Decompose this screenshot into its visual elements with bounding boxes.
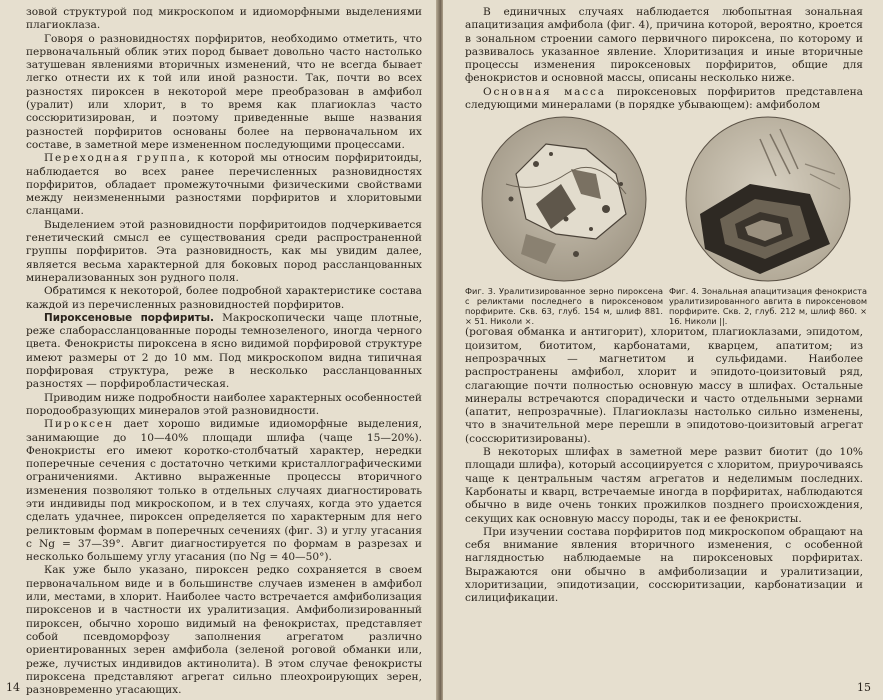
paragraph: В единичных случаях наблюдается любопытная зональная апацитизация амфибола (фиг. 4), причина которой, вероятно, кроется в зональном строении самого первичного пироксена, по которому и развивалось указанное явление. Хлоритизация и иные вторичные процессы изменения пироксеновых порфиритов, общие для фенокристов и основной массы, описаны несколько ниже.: [465, 6, 863, 85]
page-number: 15: [857, 681, 871, 694]
paragraph: [26, 152, 422, 218]
paragraph: [26, 312, 422, 392]
paragraph: Выделением этой разновидности порфиритоидов подчеркивается генетический смысл ее существования среди распространенной группы порфиритов. Эта разновидность, как мы увидим далее, является весьма характерной для боковых пород рассланцованных минерализованных зон рудного поля.: [26, 218, 422, 284]
paragraph-text: дает хорошо видимые идиоморфные выделения, занимающие до 10—40% площади шлифа (чаще 15—20%). Фенокристы его имеют коротко-столбчатый характер, нередки поперечные сечения с достаточно четкими кристаллографическими ограничениями. Активно выраженные процессы вторичного изменения позволяют только в отдельных случаях диагностировать эти индивиды под микроскопом, и в тех случаях, когда это удается сделать удачнее, пироксен определяется по характерным для него реликтовым формам в поперечных сечениях (фиг. 3) и углу угасания с Ng = 37—39°. Авгит диагностируется по формам в разрезах и несколько большему углу угасания (по Ng = 40—50°).: [26, 418, 422, 564]
micrograph-image: [476, 114, 652, 284]
right-page: [443, 0, 883, 700]
page-number: 14: [6, 681, 20, 694]
paragraph: Говоря о разновидностях порфиритов, необходимо отметить, что первоначальный облик этих пород бывает довольно часто настолько затушеван явлениями вторичных изменений, что не всегда бывает легко отнести их к той или иной разности. Так, почти во всех разностях пироксен в некоторой мере преобразован в амфибол (уралит) или хлорит, в то время как плагиоклаз часто соссюритизирован, и поэтому приведенные выше названия разностей порфиритов основаны более на первоначальном их составе, в заметной мере измененном последующими процессами.: [26, 32, 422, 151]
paragraph-text: к которой мы относим порфиритоиды, наблюдается во всех ранее перечисленных разновидностях порфиритов, обладает промежуточными физическими свойствами между неизмененными разностями порфиритов и хлоритовыми сланцами.: [26, 152, 422, 218]
paragraph: Как уже было указано, пироксен редко сохраняется в своем первоначальном виде и в большинстве случаев изменен в амфибол или, местами, в хлорит. Наиболее часто встречается амфиболизация пироксенов и в частности их уралитизация. Амфиболизированный пироксен, обычно хорошо видимый на фенокристах, представляет собой псевдоморфозу заполнения агрегатом различно ориентированных зерен амфибола (зеленой роговой обманки или, реже, лучистых индивидов актинолита). В этом случае фенокристы пироксена представляют агрегат сильно плеохроирующих зерен, разновременно угасающих.: [26, 564, 422, 697]
figure-3: [465, 114, 663, 326]
paragraph: (роговая обманка и антигорит), хлоритом, плагиоклазами, эпидотом, цоизитом, биотитом, карбонатами, кварцем, апатитом; из непрозрачных — магнетитом и сульфидами. Наиболее распространены амфибол, хлорит и эпидото-цоизитовый ряд, слагающие почти полностью основную массу в шлифах. Остальные минералы встречаются спорадически и часто отдельными зернами (апатит, непрозрачные). Плагиоклазы настолько сильно изменены, что в значительной мере перешли в эпидотово-цоизитовый агрегат (соссюритизированы).: [465, 326, 863, 445]
section-heading: Пироксеновые порфириты.: [44, 311, 214, 324]
paragraph: При изучении состава порфиритов под микроскопом обращают на себя внимание явления вторичного изменения, с особенной наглядностью наблюдаемые на пироксеновых порфиритах. Выражаются они обычно в амфиболизации и уралитизации, хлоритизации, эпидотизации, соссюритизации, карбонатизации и силицификации.: [465, 525, 863, 605]
left-page: [0, 0, 440, 700]
paragraph: [26, 418, 422, 564]
paragraph: [465, 86, 863, 113]
figure-caption: Фиг. 4. Зональная апацитизация фенокриста уралитизированного авгита в пироксеновом порфирите. Скв. 2, глуб. 212 м, шлиф 860. × 16. Николи ||.: [669, 286, 867, 327]
paragraph: зовой структурой под микроскопом и идиоморфными выделениями плагиоклаза.: [26, 6, 422, 32]
spaced-term: Основная масса: [483, 85, 606, 98]
spaced-term: Переходная группа,: [44, 152, 192, 165]
paragraph: В некоторых шлифах в заметной мере развит биотит (до 10% площади шлифа), который ассоциируется с хлоритом, приурочиваясь чаще к центральным частям агрегатов и неделимым последних. Карбонаты и кварц, встречаемые иногда в порфиритах, наблюдаются обычно в виде очень тонких прожилков позднего происхождения, секущих как основную массу породы, так и ее фенокристы.: [465, 446, 863, 525]
figure-caption: Фиг. 3. Уралитизированное зерно пироксена с реликтами последнего в пироксеновом порфирите. Скв. 63, глуб. 154 м, шлиф 881. × 51. Николи ×.: [465, 286, 663, 327]
micrograph-image: [680, 114, 856, 284]
paragraph-text: Макроскопически чаще плотные, реже слаборассланцованные породы темнозеленого, иногда черного цвета. Фенокристы пироксена в ясно видимой порфировой структуре имеют размеры от 2 до 10 мм. Под микроскопом видна типичная порфировая структура, реже в несколько рассланцованных разностях — порфиробластическая.: [26, 311, 422, 391]
figure-4: [669, 114, 867, 326]
paragraph: Обратимся к некоторой, более подробной характеристике состава каждой из перечисленных разновидностей порфиритов.: [26, 285, 422, 311]
spaced-term: Пироксен: [44, 418, 114, 431]
figures-row: [465, 114, 867, 327]
paragraph: Приводим ниже подробности наиболее характерных особенностей породообразующих минералов этой разновидности.: [26, 391, 422, 417]
paragraph-text: пироксеновых порфиритов представлена следующими минералами (в порядке убывающем): амфиболом: [465, 85, 863, 112]
